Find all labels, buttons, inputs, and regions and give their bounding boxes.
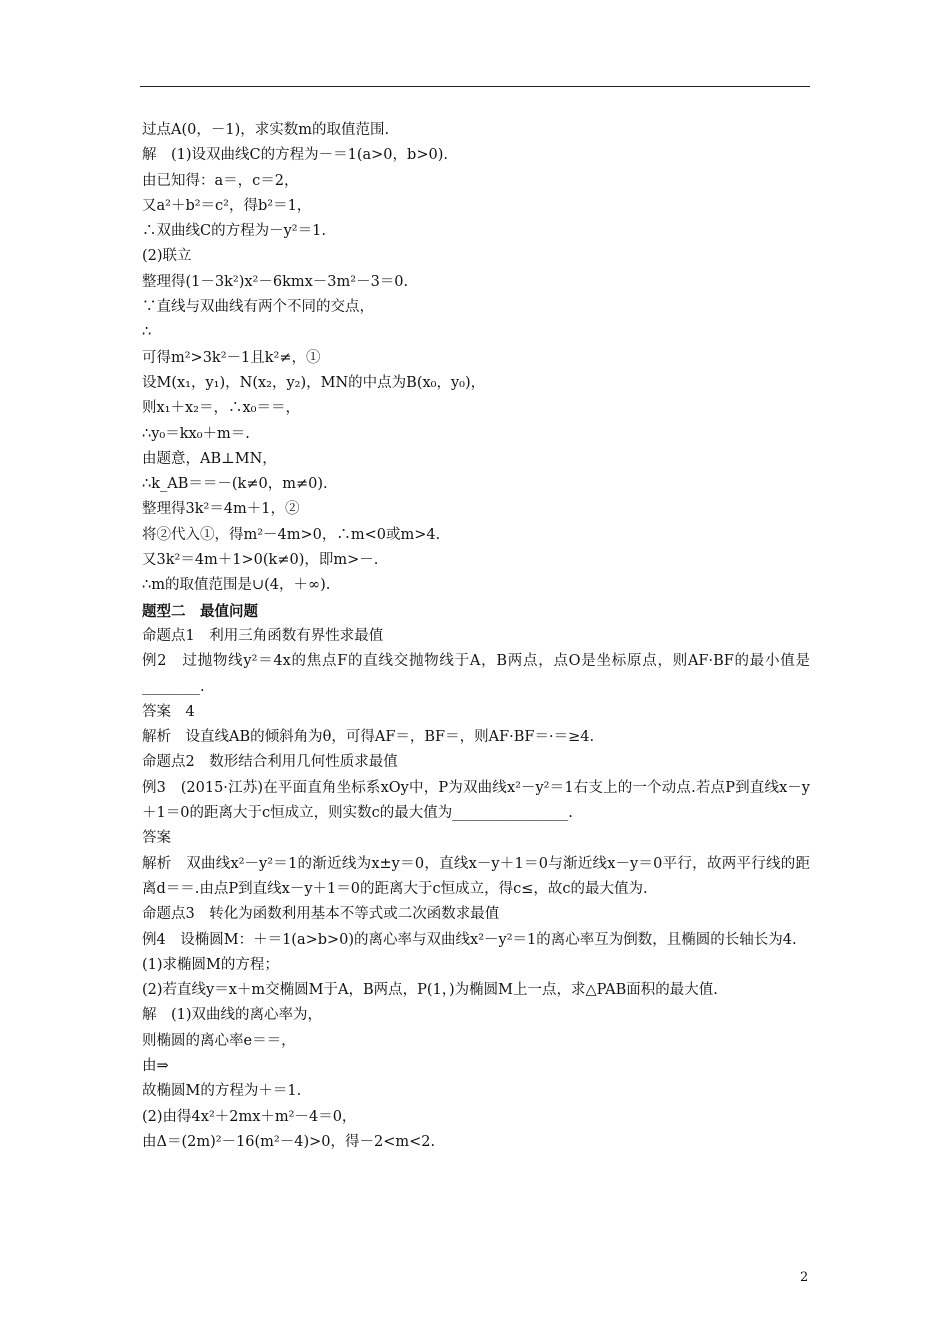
text-line: 设M(x₁，y₁)，N(x₂，y₂)，MN的中点为B(x₀，y₀)， xyxy=(142,374,486,391)
text-line: 例3 (2015·江苏)在平面直角坐标系xOy中，P为双曲线x²－y²＝1右支上的一个动点.若点P到直线x－y＋1＝0的距离大于c恒成立，则实数c的最大值为________________. xyxy=(142,779,810,822)
text-line: 由已知得：a＝，c＝2， xyxy=(142,172,299,189)
text-line: 过点A(0，－1)，求实数m的取值范围. xyxy=(142,122,390,138)
text-line: 由Δ＝(2m)²－16(m²－4)>0，得－2<m<2. xyxy=(142,1133,436,1150)
text-line: 则x₁＋x₂＝，∴x₀＝＝， xyxy=(142,400,300,417)
text-line: (2)联立 xyxy=(142,248,192,265)
text-line: ∴k_AB＝＝－(k≠0，m≠0). xyxy=(142,476,328,493)
text-line: 则椭圆的离心率e＝＝， xyxy=(142,1032,296,1049)
text-line: 由题意，AB⊥MN， xyxy=(142,450,277,467)
text-line: 将②代入①，得m²－4m>0，∴m<0或m>4. xyxy=(142,526,441,543)
text-line: 答案 xyxy=(142,830,171,847)
text-line: (1)求椭圆M的方程； xyxy=(142,956,279,973)
section-heading: 题型二 最值问题 xyxy=(142,602,258,620)
page-number: 2 xyxy=(800,1270,809,1285)
text-line: 答案 4 xyxy=(142,703,195,720)
text-line: 解 (1)双曲线的离心率为， xyxy=(142,1007,323,1024)
text-line: ∵直线与双曲线有两个不同的交点， xyxy=(142,299,374,316)
text-line: 解 (1)设双曲线C的方程为－＝1(a>0，b>0). xyxy=(142,147,448,164)
text-line: 命题点2 数形结合利用几何性质求最值 xyxy=(142,754,398,771)
text-line: 例4 设椭圆M：＋＝1(a>b>0)的离心率与双曲线x²－y²＝1的离心率互为倒数，且椭圆的长轴长为4. xyxy=(142,931,797,948)
text-line: 又a²＋b²＝c²，得b²＝1， xyxy=(142,197,312,214)
text-line: 整理得3k²＝4m＋1，② xyxy=(142,501,300,518)
text-line: (2)由得4x²＋2mx＋m²－4＝0， xyxy=(142,1108,357,1125)
text-line: ∴y₀＝kx₀＋m＝. xyxy=(142,425,250,442)
text-line: 可得m²>3k²－1且k²≠，① xyxy=(142,349,321,366)
text-line: 解析 双曲线x²－y²＝1的渐近线为x±y＝0，直线x－y＋1＝0与渐近线x－y＝0平行，故两平行线的距离d＝＝.由点P到直线x－y＋1＝0的距离大于c恒成立，得c≤，故c的最大值为. xyxy=(142,855,810,897)
text-line: ∴m的取值范围是∪(4，＋∞). xyxy=(142,577,331,594)
text-line: 整理得(1－3k²)x²－6kmx－3m²－3＝0. xyxy=(142,273,409,290)
header-rule xyxy=(140,86,810,87)
text-line: 由⇒ xyxy=(142,1057,169,1074)
text-line: ∴ xyxy=(142,324,152,341)
text-line: 例2 过抛物线y²＝4x的焦点F的直线交抛物线于A，B两点，点O是坐标原点，则AF·BF的最小值是________. xyxy=(142,653,810,695)
text-line: 又3k²＝4m＋1>0(k≠0)，即m>－. xyxy=(142,552,379,569)
text-line: 命题点3 转化为函数利用基本不等式或二次函数求最值 xyxy=(142,906,500,923)
text-line: 命题点1 利用三角函数有界性求最值 xyxy=(142,627,384,644)
text-line: 解析 设直线AB的倾斜角为θ，可得AF＝，BF＝，则AF·BF＝·＝≥4. xyxy=(142,729,595,746)
text-line: (2)若直线y＝x＋m交椭圆M于A，B两点，P(1，)为椭圆M上一点，求△PAB面积的最大值. xyxy=(142,982,718,999)
text-line: ∴双曲线C的方程为－y²＝1. xyxy=(142,223,326,240)
text-line: 故椭圆M的方程为＋＝1. xyxy=(142,1083,302,1100)
document-body xyxy=(142,118,810,1155)
